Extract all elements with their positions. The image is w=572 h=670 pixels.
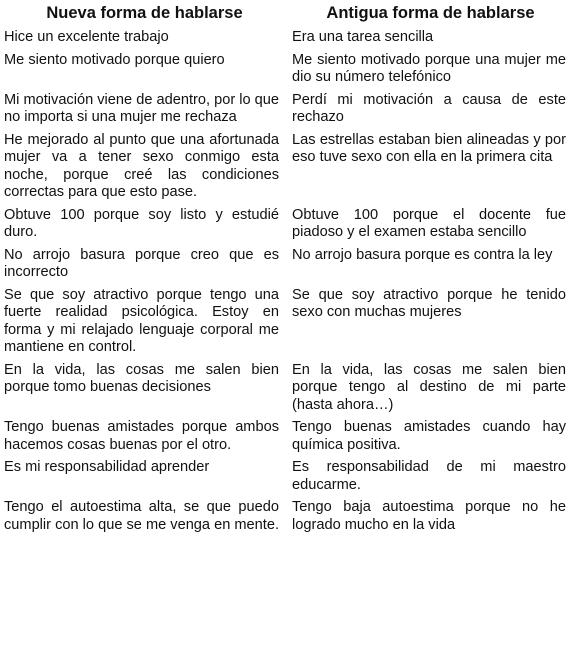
table-row [0,287,572,362]
old-way-cell: Obtuve 100 porque el docente fue piadoso y el examen estaba sencillo [292,206,566,240]
new-way-cell: Tengo buenas amistades porque ambos hacemos cosas buenas por el otro. [4,419,279,453]
new-way-cell: Mi motivación viene de adentro, por lo que no importa si una mujer me rechaza [4,91,280,125]
table-row [0,362,572,420]
table-row [0,459,572,499]
table-row [0,132,572,207]
table-row [0,419,572,459]
new-way-cell: No arrojo basura porque creo que es incorrecto [4,246,279,280]
old-way-cell: Las estrellas estaban bien alineadas y por eso tuve sexo con ella en la primera cita [292,131,566,165]
new-way-cell: Es mi responsabilidad aprender [4,459,210,475]
new-way-cell: Se que soy atractivo porque tengo una fuerte realidad psicológica. Estoy en forma y mi relajado lenguaje corporal me mantiene en control. [4,286,279,355]
table-row [0,29,572,52]
table-row [0,92,572,132]
old-way-cell: Tengo baja autoestima porque no he logrado mucho en la vida [292,499,566,533]
new-way-cell: Hice un excelente trabajo [4,29,169,45]
new-way-cell: Tengo el autoestima alta, se que puedo cumplir con lo que se me venga en mente. [4,499,280,533]
old-way-cell: Era una tarea sencilla [292,29,434,45]
new-way-cell: Obtuve 100 porque soy listo y estudié duro. [4,206,279,240]
table-row [0,207,572,247]
new-way-cell: En la vida, las cosas me salen bien porque tomo buenas decisiones [4,361,279,395]
old-way-cell: En la vida, las cosas me salen bien porque tengo al destino de mi parte (hasta ahora…) [292,361,566,413]
table-row [0,499,572,539]
old-way-cell: Me siento motivado porque una mujer me dio su número telefónico [292,51,566,85]
new-way-cell: He mejorado al punto que una afortunada mujer va a tener sexo conmigo esta noche, porque creé las condiciones correctas para que esto pase. [4,131,279,200]
table-row [0,247,572,287]
old-way-cell: Es responsabilidad de mi maestro educarme. [292,459,566,493]
old-way-cell: Perdí mi motivación a causa de este rechazo [292,91,566,125]
header-old-way: Antigua forma de hablarse [326,4,535,22]
table-row [0,52,572,92]
new-way-cell: Me siento motivado porque quiero [4,51,225,68]
old-way-cell: Se que soy atractivo porque he tenido sexo con muchas mujeres [292,286,566,320]
old-way-cell: No arrojo basura porque es contra la ley [292,246,553,263]
header-row [0,0,572,29]
old-way-cell: Tengo buenas amistades cuando hay química positiva. [292,419,566,453]
header-new-way: Nueva forma de hablarse [46,4,243,22]
